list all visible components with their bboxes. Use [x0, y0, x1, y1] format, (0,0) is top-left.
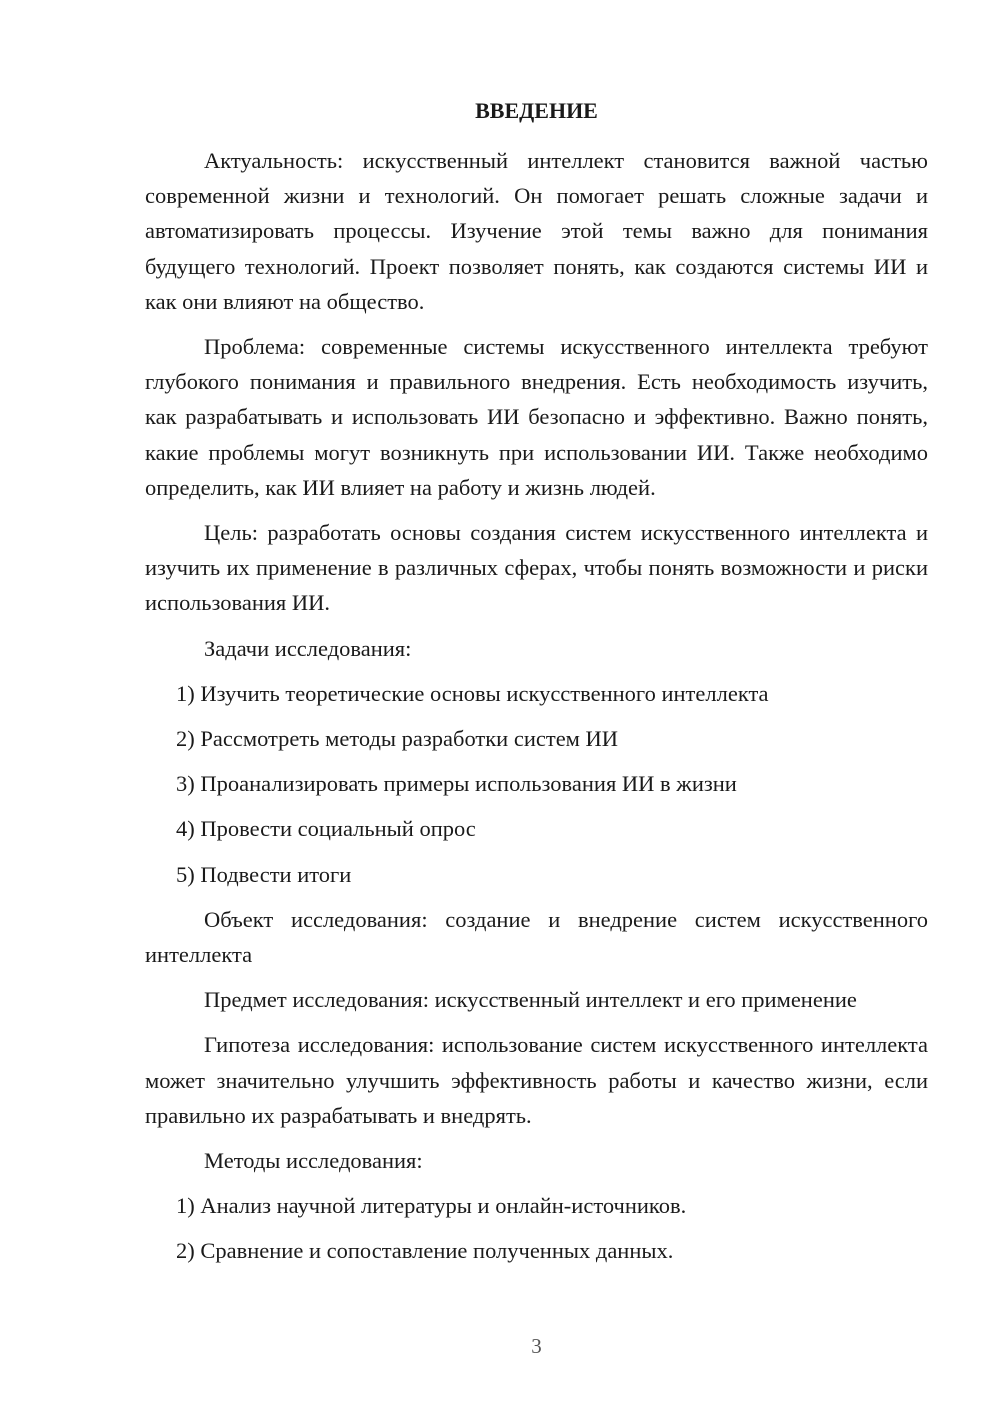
paragraph-object: Объект исследования: создание и внедрение систем искусственного интеллекта: [145, 906, 928, 968]
page-number: 3: [531, 1334, 542, 1358]
paragraph-relevance: Актуальность: искусственный интеллект становится важной частью современной жизни и технологий. Он помогает решать сложные задачи и автоматизировать процессы. Изучение этой темы важно для понимания будущего технологий. Проект позволяет понять, как создаются системы ИИ и как они влияют на общество.: [145, 148, 928, 314]
paragraph-subject: Предмет исследования: искусственный интеллект и его применение: [204, 987, 857, 1013]
paragraph-goal: Цель: разработать основы создания систем искусственного интеллекта и изучить их применение в различных сферах, чтобы понять возможности и риски использования ИИ.: [145, 520, 928, 616]
task-item: 2) Рассмотреть методы разработки систем ИИ: [176, 726, 619, 752]
section-title: ВВЕДЕНИЕ: [475, 98, 598, 123]
method-item: 1) Анализ научной литературы и онлайн-источников.: [176, 1193, 687, 1219]
methods-heading: Методы исследования:: [204, 1148, 423, 1174]
task-item: 1) Изучить теоретические основы искусственного интеллекта: [176, 680, 769, 706]
methods-list: [145, 1188, 928, 1268]
task-item: 3) Проанализировать примеры использования ИИ в жизни: [176, 771, 737, 797]
paragraph-hypothesis: Гипотеза исследования: использование систем искусственного интеллекта может значительно улучшить эффективность работы и качество жизни, если правильно их разрабатывать и внедрять.: [145, 1032, 928, 1128]
task-item: 5) Подвести итоги: [176, 861, 352, 887]
tasks-list: [145, 676, 928, 892]
method-item: 2) Сравнение и сопоставление полученных данных.: [176, 1238, 674, 1264]
document-body: [145, 143, 928, 1279]
task-item: 4) Провести социальный опрос: [176, 816, 476, 842]
tasks-heading: Задачи исследования:: [204, 635, 412, 661]
document-page: [145, 0, 928, 1414]
paragraph-problem: Проблема: современные системы искусственного интеллекта требуют глубокого понимания и правильного внедрения. Есть необходимость изучить, как разрабатывать и использовать ИИ безопасно и эффективно. Важно понять, какие проблемы могут возникнуть при использовании ИИ. Также необходимо определить, как ИИ влияет на работу и жизнь людей.: [145, 334, 928, 500]
